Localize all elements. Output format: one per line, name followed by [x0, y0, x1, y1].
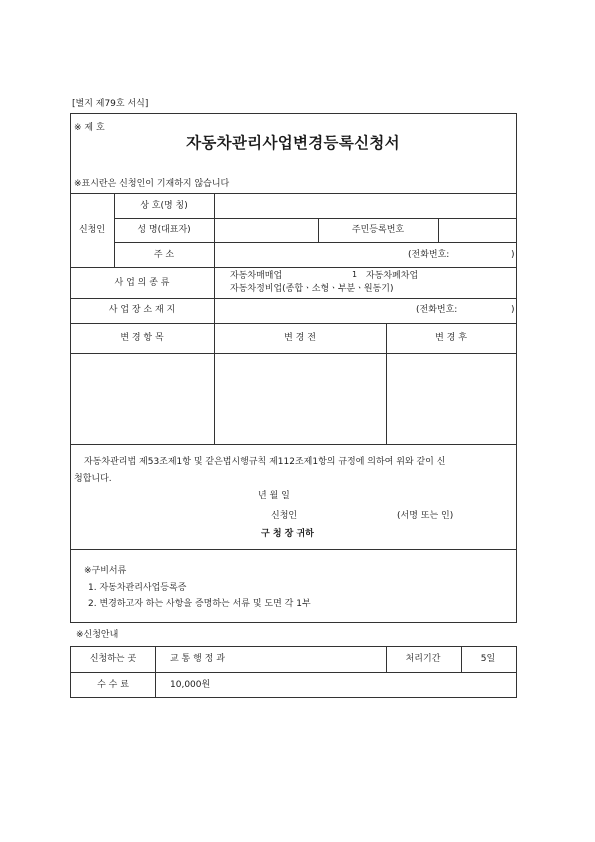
resident-number-label: 주민등록번호 — [351, 225, 405, 235]
form-border-top — [70, 113, 517, 114]
guide-vrule-label — [155, 646, 156, 698]
after-change-field[interactable] — [388, 355, 514, 442]
location-phone-close: ) — [511, 305, 515, 315]
address-field[interactable] — [216, 244, 406, 265]
before-change-header: 변 경 전 — [284, 333, 316, 343]
before-change-field[interactable] — [216, 355, 384, 442]
form-border-left — [70, 113, 71, 623]
rule-declaration-bottom — [70, 549, 517, 550]
address-label: 주 소 — [153, 250, 175, 260]
representative-name-field[interactable] — [216, 220, 316, 240]
trade-name-field[interactable] — [216, 195, 514, 216]
rule-location-bottom — [70, 323, 517, 324]
required-documents-heading: ※구비서류 — [84, 566, 127, 576]
declaration-text-line1: 자동차관리법 제53조제1항 및 같은법시행규칙 제112조제1항의 규정에 의하여 위와 같이 신 — [84, 457, 446, 467]
applicant-group-label: 신청인 — [78, 225, 106, 235]
business-type-option-repair[interactable]: 자동차정비업(종합ㆍ소형ㆍ부분ㆍ원동기) — [230, 284, 394, 294]
vrule-resident-value — [438, 218, 439, 242]
guide-border-top — [70, 646, 517, 647]
vrule-name-resident — [318, 218, 319, 242]
change-item-header: 변 경 항 목 — [120, 333, 164, 343]
fee-value: 10,000원 — [170, 680, 211, 690]
address-phone-label: (전화번호: — [408, 250, 450, 260]
business-type-option-sales[interactable]: 자동차매매업 — [230, 271, 283, 281]
required-document-1: 1. 자동차관리사업등록증 — [88, 583, 187, 593]
addressee: 구 청 장 귀하 — [261, 529, 314, 539]
change-item-field[interactable] — [72, 355, 212, 442]
form-title: 자동차관리사업변경등록신청서 — [186, 134, 400, 152]
rule-applicant-top — [70, 193, 517, 194]
signature-or-seal: (서명 또는 인) — [397, 511, 454, 521]
business-location-field[interactable] — [216, 300, 406, 321]
rule-changes-bottom — [70, 444, 517, 445]
rule-address-bottom — [70, 267, 517, 268]
declaration-text-line2: 청합니다. — [74, 474, 112, 484]
business-type-option-scrapping[interactable]: 자동차폐차업 — [366, 271, 419, 281]
office-value: 교 통 행 정 과 — [170, 654, 225, 664]
applicant-signature-label: 신청인 — [271, 511, 298, 521]
address-phone-close: ) — [511, 250, 515, 260]
fee-label: 수 수 료 — [97, 680, 129, 690]
guide-border-left — [70, 646, 71, 698]
notice-text: ※표시란은 신청인이 기재하지 않습니다 — [74, 179, 230, 189]
representative-name-label: 성 명(대표자) — [137, 225, 191, 235]
guide-border-bottom — [70, 697, 517, 698]
application-guide-heading: ※신청안내 — [76, 630, 119, 640]
form-border-bottom — [70, 622, 517, 623]
rule-trade-name-bottom — [114, 218, 517, 219]
guide-row-divider — [70, 672, 517, 673]
business-location-label: 사 업 장 소 재 지 — [108, 305, 176, 315]
processing-period-value: 5일 — [480, 654, 496, 664]
after-change-header: 변 경 후 — [435, 333, 467, 343]
rule-business-type-bottom — [70, 298, 517, 299]
vrule-before-after — [386, 323, 387, 444]
vrule-applicant-group — [114, 193, 115, 267]
business-type-label: 사 업 의 종 류 — [114, 278, 170, 288]
resident-number-field[interactable] — [440, 220, 514, 240]
vrule-label-column — [214, 193, 215, 444]
location-phone-label: (전화번호: — [416, 305, 458, 315]
required-document-2: 2. 변경하고자 하는 사항을 증명하는 서류 및 도면 각 1부 — [88, 599, 311, 609]
rule-name-bottom — [114, 242, 517, 243]
application-date: 년 월 일 — [258, 491, 290, 501]
form-number-note: [별지 제79호 서식] — [72, 99, 149, 109]
rule-changes-header-bottom — [70, 353, 517, 354]
processing-period-label: 처리기간 — [405, 654, 441, 664]
guide-border-right — [516, 646, 517, 698]
receipt-number-label: ※ 제 호 — [74, 123, 105, 133]
guide-vrule-period — [386, 646, 387, 672]
guide-vrule-period-value — [461, 646, 462, 672]
business-type-marker: 1 — [352, 270, 358, 279]
office-label: 신청하는 곳 — [89, 654, 137, 664]
form-border-right — [516, 113, 517, 623]
trade-name-label: 상 호(명 칭) — [140, 201, 188, 211]
